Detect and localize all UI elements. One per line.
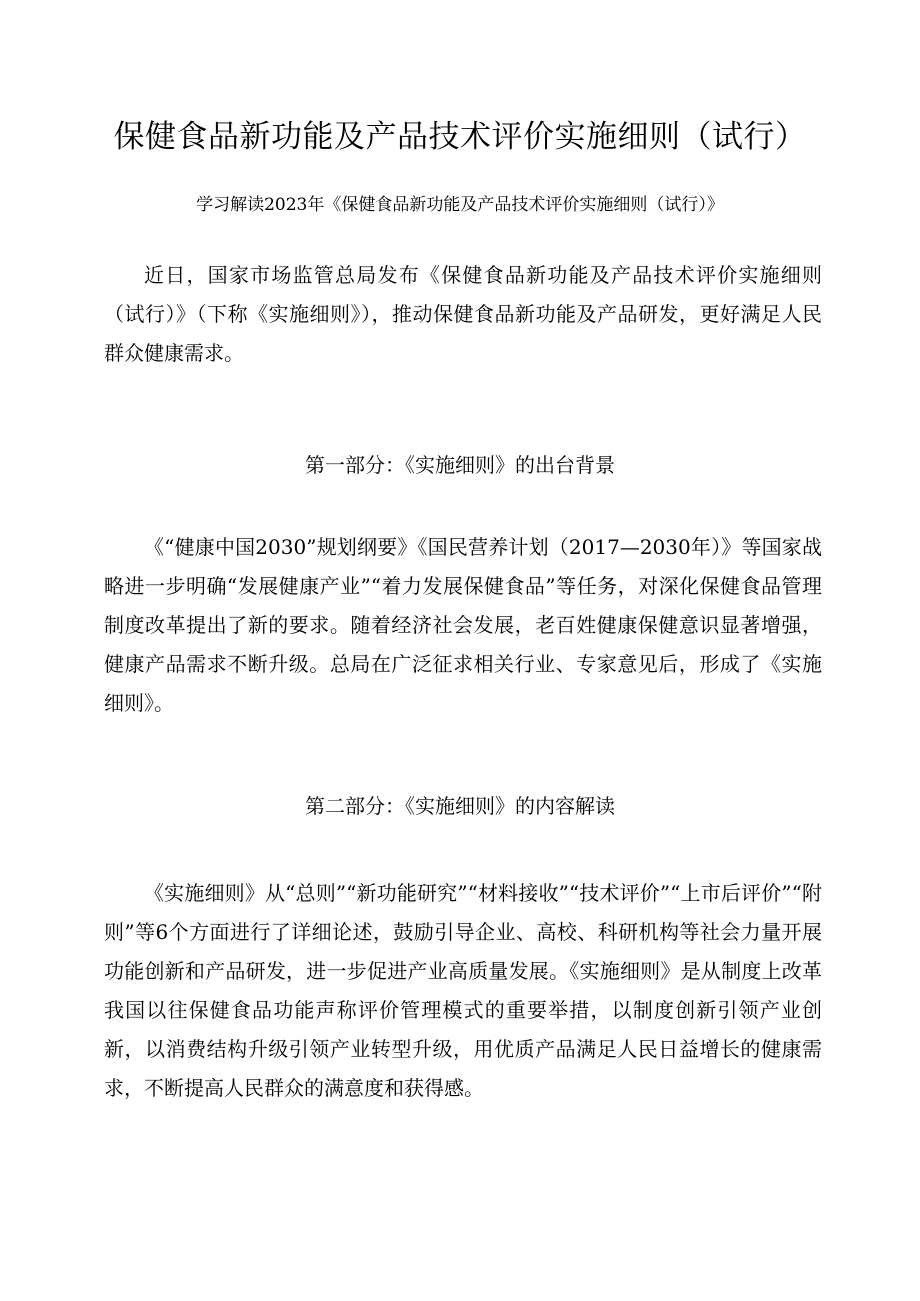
section-1-paragraph: 《“健康中国2030”规划纲要》《国民营养计划（2017—2030年）》等国家战略进一步明确“发展健康产业”“着力发展保健食品”等任务，对深化保健食品管理制度改革提出了新的要求。随着经济社会发展，老百姓健康保健意识显著增强，健康产品需求不断升级。总局在广泛征求相关行业、专家意见后，形成了《实施细则》。 [104, 535, 822, 715]
section-2-paragraph: 《实施细则》从“总则”“新功能研究”“材料接收”“技术评价”“上市后评价”“附则”等6个方面进行了详细论述，鼓励引导企业、高校、科研机构等社会力量开展功能创新和产品研发，进一步促进产业高质量发展。《实施细则》是从制度上改革我国以往保健食品功能声称评价管理模式的重要举措，以制度创新引领产业创新，以消费结构升级引领产业转型升级，用优质产品满足人民日益增长的健康需求，不断提高人民群众的满意度和获得感。 [104, 881, 822, 1100]
section-1-heading: 第一部分：《实施细则》的出台背景 [305, 453, 615, 477]
section-2-heading: 第二部分：《实施细则》的内容解读 [305, 794, 615, 818]
document-title: 保健食品新功能及产品技术评价实施细则（试行） [113, 119, 807, 155]
document-subtitle: 学习解读2023年《保健食品新功能及产品技术评价实施细则（试行）》 [196, 195, 724, 215]
intro-paragraph: 近日，国家市场监管总局发布《保健食品新功能及产品技术评价实施细则（试行）》（下称《实施细则》），推动保健食品新功能及产品研发，更好满足人民群众健康需求。 [104, 263, 822, 365]
